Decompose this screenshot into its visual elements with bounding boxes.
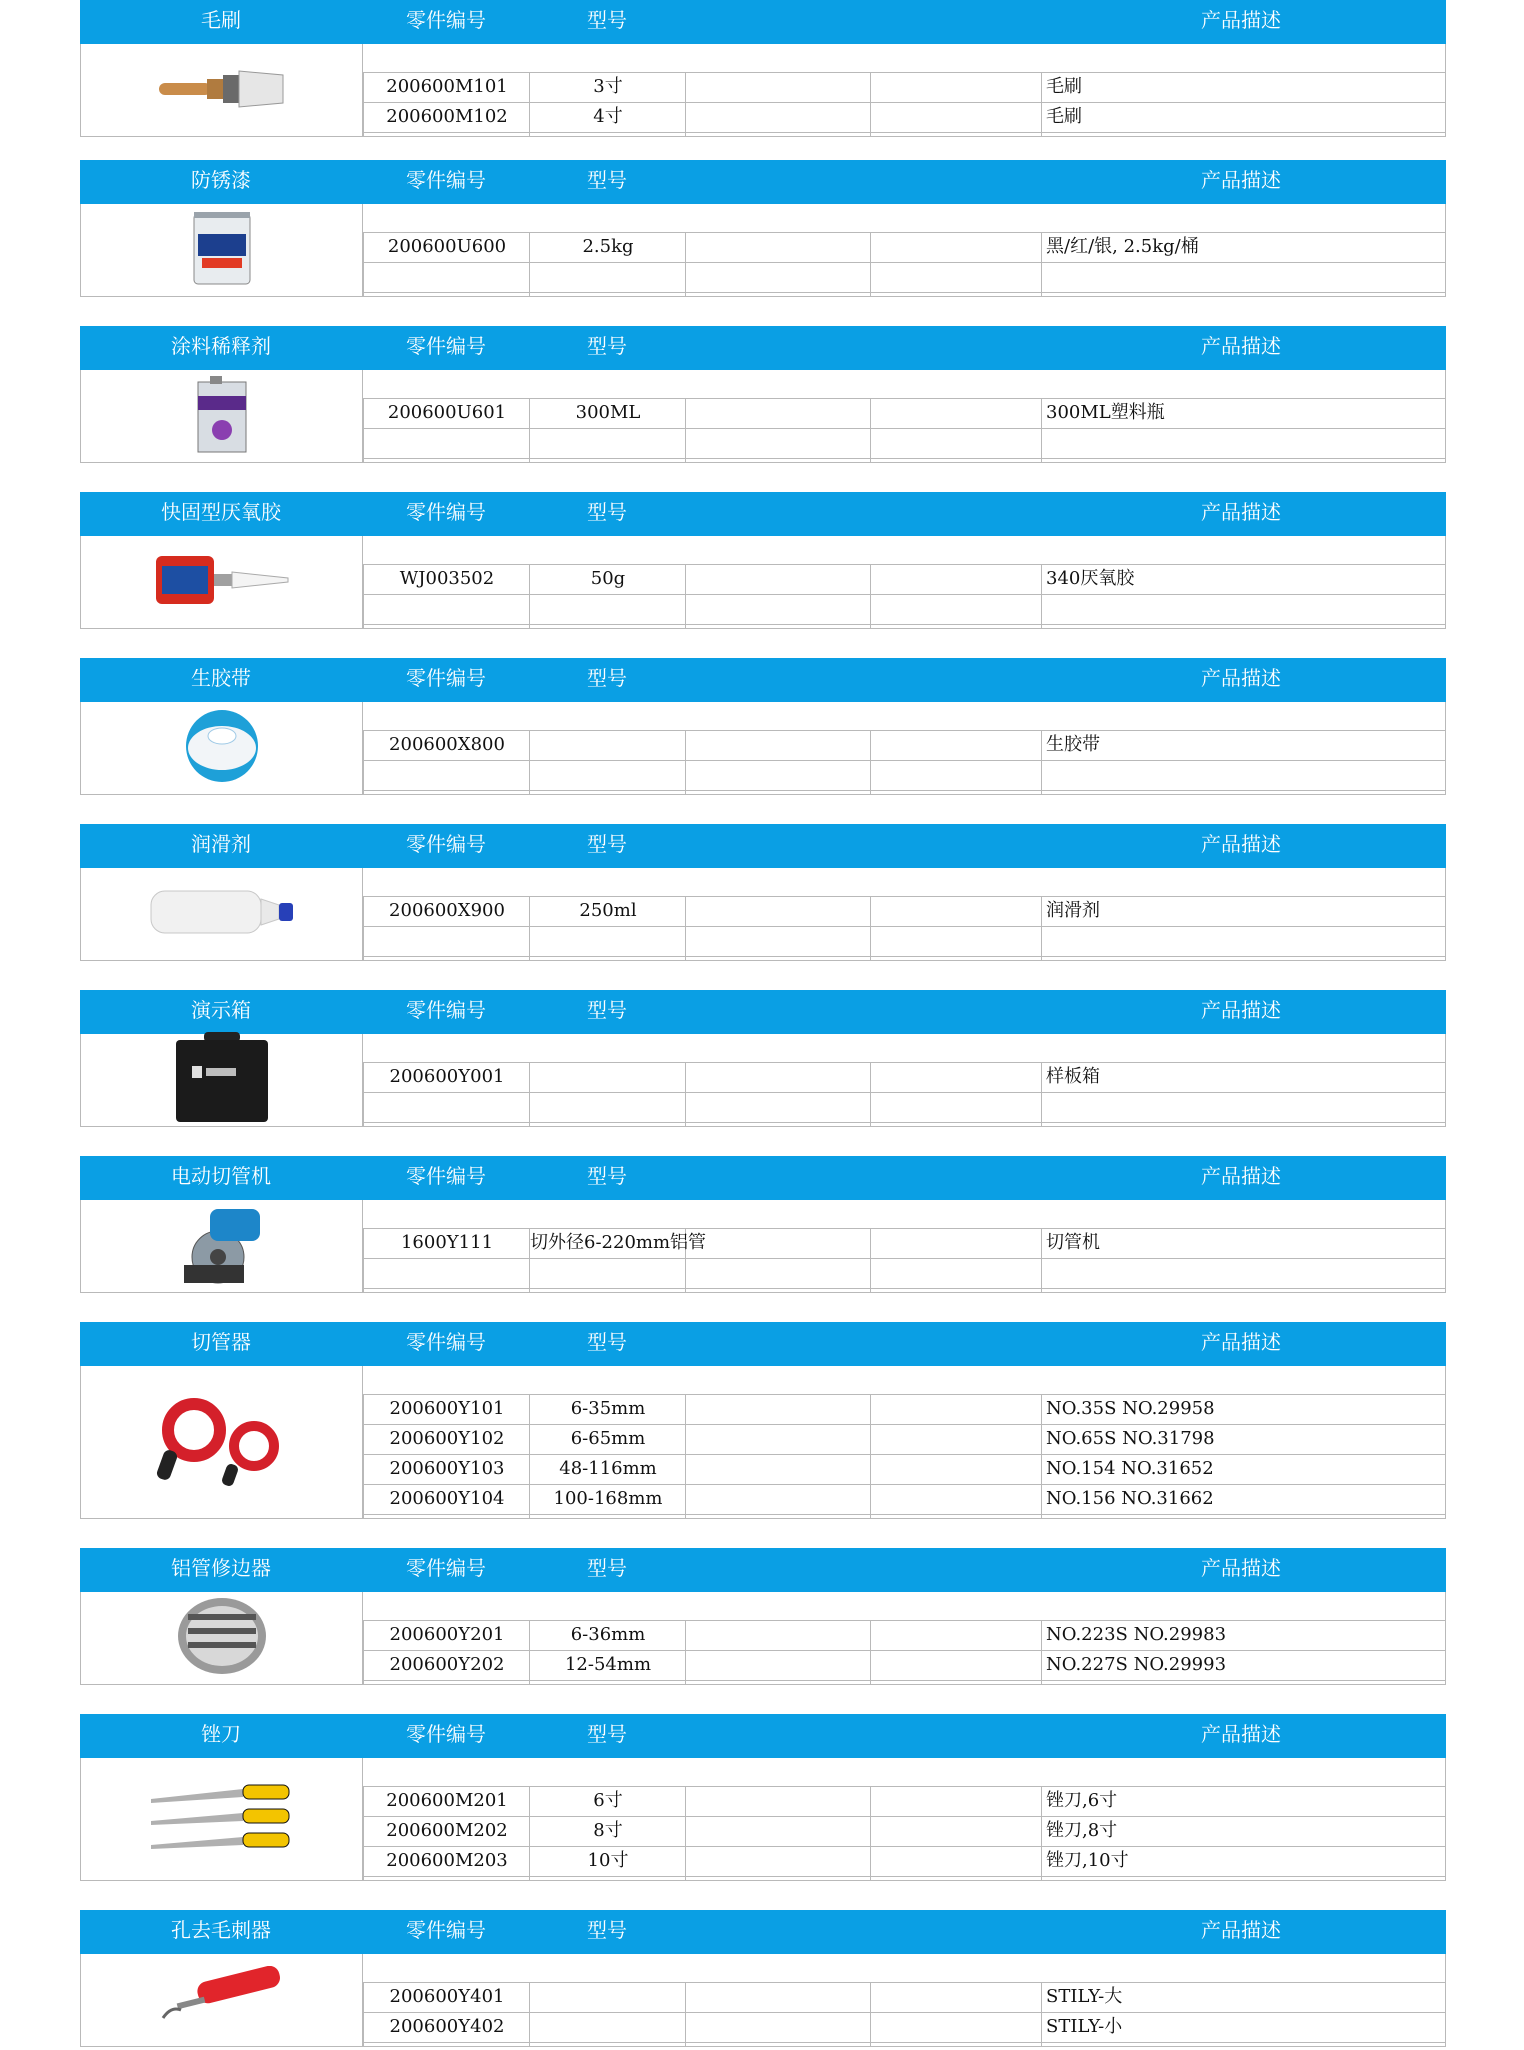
product-image-cell	[81, 1366, 363, 1518]
grid-line	[870, 398, 871, 462]
column-header-model: 型号	[587, 832, 627, 856]
product-image-cell	[81, 204, 363, 296]
description-cell: 锉刀,10寸	[1046, 1850, 1129, 1871]
part-number-cell: 200600Y102	[389, 1428, 505, 1449]
grid-line	[363, 956, 1445, 957]
part-number-cell: 200600M101	[386, 76, 508, 97]
section-table	[80, 1954, 1446, 2047]
description-cell: 300ML塑料瓶	[1046, 402, 1165, 423]
description-cell: 锉刀,8寸	[1046, 1820, 1118, 1841]
column-header-part-no: 零件编号	[406, 1330, 486, 1354]
part-number-cell: 200600M203	[386, 1850, 508, 1871]
grid-line	[870, 1394, 871, 1518]
section-header	[80, 1156, 1446, 1200]
part-number-cell: 200600Y103	[389, 1458, 505, 1479]
section-title: 生胶带	[191, 666, 251, 690]
section-title: 切管器	[191, 1330, 251, 1354]
section-table	[80, 44, 1446, 137]
part-number-cell: WJ003502	[399, 568, 495, 589]
electric-pipe-cutter-image	[174, 1201, 270, 1291]
grid-line	[870, 1228, 871, 1292]
product-section	[80, 1322, 1446, 1518]
product-section	[80, 1714, 1446, 1880]
grid-line	[363, 292, 1445, 293]
section-table	[80, 1034, 1446, 1127]
grid-line	[363, 594, 1445, 595]
part-number-cell: 200600Y402	[389, 2016, 505, 2037]
grid-line	[363, 132, 1445, 133]
description-cell: 生胶带	[1046, 734, 1100, 755]
section-header	[80, 326, 1446, 370]
section-title: 涂料稀释剂	[171, 334, 271, 358]
column-header-description: 产品描述	[1201, 334, 1281, 358]
section-title: 孔去毛刺器	[171, 1918, 271, 1942]
description-cell: STILY-小	[1046, 2016, 1123, 2037]
model-cell	[530, 1982, 686, 2012]
column-header-description: 产品描述	[1201, 1918, 1281, 1942]
ptfe-tape-image	[182, 706, 262, 790]
part-number-cell: 200600M202	[386, 1820, 508, 1841]
section-title: 快固型厌氧胶	[161, 500, 281, 524]
grid-line	[363, 1288, 1445, 1289]
description-cell: NO.223S NO.29983	[1046, 1624, 1227, 1645]
part-number-cell: 200600U600	[387, 236, 507, 257]
column-header-model: 型号	[587, 168, 627, 192]
product-image-cell	[81, 1200, 363, 1292]
grid-line	[870, 564, 871, 628]
part-number-cell: 200600Y201	[389, 1624, 505, 1645]
product-section	[80, 1548, 1446, 1684]
grid-line	[363, 760, 1445, 761]
product-section	[80, 1910, 1446, 2046]
column-header-description: 产品描述	[1201, 666, 1281, 690]
product-image-cell	[81, 1758, 363, 1880]
column-header-part-no: 零件编号	[406, 1918, 486, 1942]
section-title: 铝管修边器	[171, 1556, 271, 1580]
part-number-cell: 200600Y104	[389, 1488, 505, 1509]
part-number-cell: 200600M102	[386, 106, 508, 127]
grid-line	[870, 896, 871, 960]
description-cell: NO.65S NO.31798	[1046, 1428, 1215, 1449]
grid-line	[363, 790, 1445, 791]
glue-tube-image	[152, 550, 292, 614]
column-header-model: 型号	[587, 998, 627, 1022]
section-header	[80, 1910, 1446, 1954]
column-header-description: 产品描述	[1201, 1164, 1281, 1188]
product-image-cell	[81, 1034, 363, 1126]
grid-line	[363, 1092, 1445, 1093]
column-header-part-no: 零件编号	[406, 998, 486, 1022]
grid-line	[363, 1876, 1445, 1877]
section-table	[80, 204, 1446, 297]
section-title: 防锈漆	[191, 168, 251, 192]
section-header	[80, 1322, 1446, 1366]
product-image-cell	[81, 1954, 363, 2046]
column-header-description: 产品描述	[1201, 168, 1281, 192]
grid-line	[363, 1514, 1445, 1515]
grid-line	[870, 1062, 871, 1126]
column-header-part-no: 零件编号	[406, 1722, 486, 1746]
column-header-model: 型号	[587, 1330, 627, 1354]
section-table	[80, 1200, 1446, 1293]
description-cell: 锉刀,6寸	[1046, 1790, 1118, 1811]
model-cell: 6-36mm	[570, 1624, 646, 1645]
product-section	[80, 990, 1446, 1126]
column-header-model: 型号	[587, 1164, 627, 1188]
grid-line	[363, 624, 1445, 625]
grid-line	[870, 1620, 871, 1684]
product-section	[80, 0, 1446, 136]
part-number-cell: 200600Y001	[389, 1066, 505, 1087]
part-number-cell: 200600X900	[389, 900, 505, 921]
thinner-can-image	[192, 374, 252, 458]
product-section	[80, 326, 1446, 462]
model-cell: 切外径6-220mm铝管	[530, 1232, 707, 1253]
section-header	[80, 824, 1446, 868]
column-header-description: 产品描述	[1201, 500, 1281, 524]
grid-line	[363, 1122, 1445, 1123]
section-table	[80, 868, 1446, 961]
description-cell: 毛刷	[1046, 76, 1082, 97]
grid-line	[870, 1982, 871, 2046]
grid-line	[363, 428, 1445, 429]
section-title: 润滑剂	[191, 832, 251, 856]
model-cell: 6-35mm	[570, 1398, 646, 1419]
product-image-cell	[81, 370, 363, 462]
description-cell: NO.35S NO.29958	[1046, 1398, 1215, 1419]
model-cell: 4寸	[593, 106, 623, 127]
grid-line	[363, 458, 1445, 459]
model-cell	[530, 1062, 686, 1092]
part-number-cell: 200600Y401	[389, 1986, 505, 2007]
section-header	[80, 1548, 1446, 1592]
section-table	[80, 536, 1446, 629]
product-image-cell	[81, 44, 363, 136]
column-header-part-no: 零件编号	[406, 500, 486, 524]
column-header-model: 型号	[587, 334, 627, 358]
file-tools-image	[147, 1775, 297, 1863]
model-cell: 48-116mm	[559, 1458, 657, 1479]
section-header	[80, 990, 1446, 1034]
product-section	[80, 492, 1446, 628]
part-number-cell: 200600Y202	[389, 1654, 505, 1675]
description-cell: 润滑剂	[1046, 900, 1100, 921]
grid-line	[870, 232, 871, 296]
model-cell	[530, 2012, 686, 2042]
column-header-model: 型号	[587, 8, 627, 32]
model-cell: 10寸	[587, 1850, 629, 1871]
pipe-reamer-image	[172, 1594, 272, 1682]
part-number-cell: 200600X800	[389, 734, 505, 755]
product-image-cell	[81, 702, 363, 794]
pipe-cutter-image	[152, 1390, 292, 1494]
grid-line	[363, 262, 1445, 263]
grid-line	[363, 926, 1445, 927]
description-cell: NO.227S NO.29993	[1046, 1654, 1227, 1675]
grid-line	[870, 1786, 871, 1880]
model-cell: 8寸	[593, 1820, 623, 1841]
column-header-part-no: 零件编号	[406, 832, 486, 856]
description-cell: 340厌氧胶	[1046, 568, 1135, 589]
description-cell: NO.156 NO.31662	[1046, 1488, 1214, 1509]
section-table	[80, 1366, 1446, 1519]
model-cell: 100-168mm	[553, 1488, 663, 1509]
description-cell: STILY-大	[1046, 1986, 1123, 2007]
section-title: 电动切管机	[171, 1164, 271, 1188]
lubricant-bottle-image	[147, 885, 297, 943]
column-header-description: 产品描述	[1201, 998, 1281, 1022]
deburring-tool-image	[157, 1966, 287, 2034]
section-table	[80, 702, 1446, 795]
section-title: 锉刀	[201, 1722, 241, 1746]
grid-line	[363, 2042, 1445, 2043]
model-cell: 12-54mm	[564, 1654, 652, 1675]
column-header-model: 型号	[587, 666, 627, 690]
section-table	[80, 1592, 1446, 1685]
column-header-part-no: 零件编号	[406, 1164, 486, 1188]
model-cell: 2.5kg	[582, 236, 634, 257]
column-header-part-no: 零件编号	[406, 168, 486, 192]
grid-line	[870, 72, 871, 136]
section-header	[80, 160, 1446, 204]
description-cell: 样板箱	[1046, 1066, 1100, 1087]
column-header-description: 产品描述	[1201, 1722, 1281, 1746]
model-cell: 300ML	[575, 402, 641, 423]
section-header	[80, 658, 1446, 702]
column-header-part-no: 零件编号	[406, 1556, 486, 1580]
section-title: 毛刷	[201, 8, 241, 32]
model-cell: 3寸	[593, 76, 623, 97]
section-header	[80, 1714, 1446, 1758]
column-header-model: 型号	[587, 500, 627, 524]
column-header-part-no: 零件编号	[406, 334, 486, 358]
column-header-model: 型号	[587, 1918, 627, 1942]
model-cell: 6-65mm	[570, 1428, 646, 1449]
description-cell: 黑/红/银, 2.5kg/桶	[1046, 236, 1199, 257]
part-number-cell: 1600Y111	[400, 1232, 494, 1253]
section-header	[80, 0, 1446, 44]
section-table	[80, 1758, 1446, 1881]
paint-bucket-image	[190, 208, 254, 292]
column-header-description: 产品描述	[1201, 1330, 1281, 1354]
part-number-cell: 200600M201	[386, 1790, 508, 1811]
model-cell: 6寸	[593, 1790, 623, 1811]
part-number-cell: 200600U601	[387, 402, 507, 423]
product-section	[80, 160, 1446, 296]
demo-case-image	[174, 1032, 270, 1128]
part-number-cell: 200600Y101	[389, 1398, 505, 1419]
description-cell: NO.154 NO.31652	[1046, 1458, 1214, 1479]
product-section	[80, 658, 1446, 794]
grid-line	[363, 1258, 1445, 1259]
column-header-description: 产品描述	[1201, 1556, 1281, 1580]
column-header-part-no: 零件编号	[406, 666, 486, 690]
model-cell	[530, 730, 686, 760]
model-cell: 50g	[590, 568, 626, 589]
product-section	[80, 824, 1446, 960]
grid-line	[870, 730, 871, 794]
paint-brush-image	[157, 61, 287, 119]
description-cell: 毛刷	[1046, 106, 1082, 127]
column-header-model: 型号	[587, 1556, 627, 1580]
product-image-cell	[81, 536, 363, 628]
column-header-part-no: 零件编号	[406, 8, 486, 32]
section-table	[80, 370, 1446, 463]
column-header-description: 产品描述	[1201, 8, 1281, 32]
product-image-cell	[81, 1592, 363, 1684]
product-image-cell	[81, 868, 363, 960]
column-header-description: 产品描述	[1201, 832, 1281, 856]
column-header-model: 型号	[587, 1722, 627, 1746]
product-section	[80, 1156, 1446, 1292]
model-cell: 250ml	[579, 900, 637, 921]
description-cell: 切管机	[1046, 1232, 1100, 1253]
section-header	[80, 492, 1446, 536]
grid-line	[363, 1680, 1445, 1681]
section-title: 演示箱	[191, 998, 251, 1022]
